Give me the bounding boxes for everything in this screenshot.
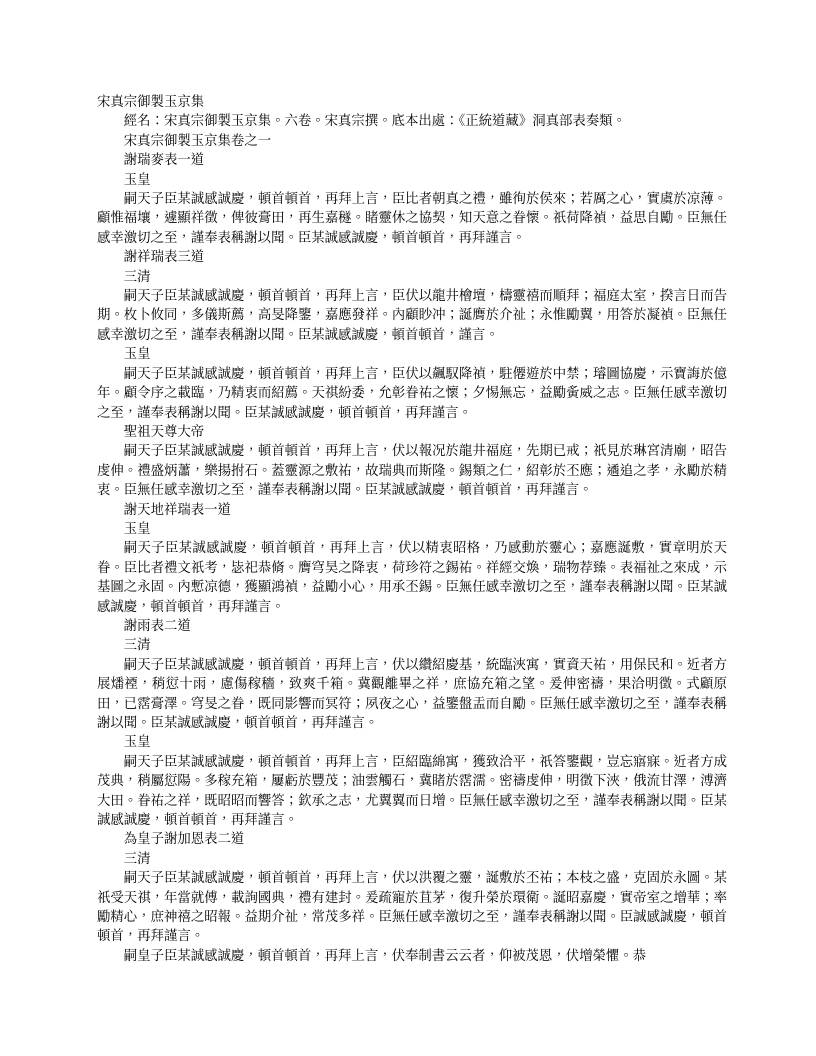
section-heading: 謝祥瑞表三道 (123, 250, 205, 266)
paragraph: 嗣天子臣某誠感誠慶，頓首頓首，再拜上言，伏以報况於龍井福庭，先期已戒；祇見於琳宮清廟，昭告虔伸。禮盛炳蕭，樂揚拊石。蓋靈源之敷祐，故瑞典而斯隆。錫類之仁，紹彰於丕應；遹追之孝，永勵於精衷。臣無任感幸激切之至，謹奉表稱謝以聞。臣某誠感誠慶，頓首頓首，再拜謹言。 (97, 444, 727, 499)
section-heading: 謝雨表二道 (123, 618, 191, 634)
paragraph: 嗣天子臣某誠感誠慶，頓首頓首，再拜上言，伏以洪覆之靈，誕敷於丕祐；本枝之盛，克固於永圖。某祇受天祺，年當就傅，載詢國典，禮有建封。爰疏寵於苴茅，復升榮於環衛。誕昭嘉慶，實帝室之增華；率勵精心，庶神禧之昭報。益期介祉，常茂多祥。臣無任感幸激切之至，謹奉表稱謝以聞。臣誠感誠慶，頓首頓首，再拜謹言。 (97, 871, 727, 945)
volume-title: 宋真宗御製玉京集卷之一 (123, 133, 272, 149)
sub-heading: 三清 (123, 851, 151, 867)
document-page (97, 93, 727, 966)
paragraph: 嗣天子臣某誠感誠慶，頓首頓首，再拜上言，臣紹臨綿寓，獲致洽平，祇答鑒觀，豈忘寤寐。近者方成茂典，稍屬愆陽。多稼充箱，屢虧於豐茂；油雲觸石，冀睹於霑濡。密禱虔伸，明徵下浹，俄流甘澤，溥濟大田。眷祐之祥，既昭昭而響答；欽承之志，尤翼翼而日增。臣無任感幸激切之至，謹奉表稱謝以聞。臣某誠感誠慶，頓首頓首，再拜謹言。 (97, 754, 727, 829)
paragraph: 嗣天子臣某誠感誠慶，頓首頓首，再拜上言，伏以精衷昭格，乃感動於靈心；嘉應誕敷，實章明於天眷。臣比者禮文祇考，毖祀恭脩。膺穹昊之降衷，荷珍符之錫祐。祥經交煥，瑞物荐臻。表福祉之來成，示基圖之永固。內慙凉德，獲顯鴻禎，益勵小心，用承丕錫。臣無任感幸激切之至，謹奉表稱謝以聞。臣某誠感誠慶，頓首頓首，再拜謹言。 (97, 541, 727, 615)
paragraph: 嗣天子臣某誠感誠慶，頓首頓首，再拜上言，伏以纘紹慶基，統臨浹寓，實資天祐，用保民和。近者方展燔禋，稍愆十雨，慮傷稼穡，致爽千箱。冀觀離畢之祥，庶協充箱之望。爰伸密禱，果洽明徵。式顧原田，已霑膏澤。穹旻之眷，既同影響而冥符；夙夜之心，益鑒盤盂而自勵。臣無任感幸激切之至，謹奉表稱謝以聞。臣某誠感誠慶，頓首頓首，再拜謹言。 (97, 657, 727, 731)
sub-heading: 玉皇 (123, 172, 151, 188)
section-heading: 謝天地祥瑞表一道 (123, 502, 231, 518)
book-title: 宋真宗御製玉京集 (97, 95, 205, 110)
sub-heading: 聖祖天尊大帝 (123, 424, 205, 440)
meta-line: 經名：宋真宗御製玉京集。六卷。宋真宗撰。底本出處：《正統道藏》洞真部表奏類。 (123, 114, 626, 130)
paragraph: 嗣天子臣某誠感誠慶，頓首頓首，再拜上言，臣伏以龍井檜壇，檮靈禧而順拜；福庭太室，揆言日而告期。枚卜攸同，多儀斯薦，高旻降鑒，嘉應發祥。內顧眇冲；誕膺於介祉；永惟勵翼，用答於凝禎。臣無任感幸激切之至，謹奉表稱謝以聞。臣某誠感誠慶，頓首頓首，謹言。 (97, 289, 727, 343)
section-heading: 為皇子謝加恩表二道 (123, 832, 245, 848)
paragraph: 嗣天子臣某誠感誠慶，頓首頓首，再拜上言，臣比者朝真之禮，雖徇於侯來；若厲之心，實虞於凉薄。顧惟福壤，遽顯祥徵，俾彼膏田，再生嘉穟。睹靈休之協契，知天意之眷懷。祇荷降禎，益思自勵。臣無任感幸激切之至，謹奉表稱謝以聞。臣某誠感誠慶，頓首頓首，再拜謹言。 (97, 192, 727, 246)
sub-heading: 三清 (123, 269, 151, 285)
sub-heading: 玉皇 (123, 735, 151, 751)
sub-heading: 三清 (123, 638, 151, 654)
section-heading: 謝瑞麥表一道 (123, 153, 205, 169)
sub-heading: 玉皇 (123, 521, 151, 537)
paragraph: 嗣天子臣某誠感誠慶，頓首頓首，再拜上言，臣伏以飆馭降禎，駐僊遊於中禁；璿圖協慶，示寶誨於億年。顧令序之載臨，乃精衷而紹薦。天祺紛委，允彰眷祐之懷；夕惕無忘，益勵夤威之志。臣無任感幸激切之至，謹奉表稱謝以聞。臣某誠感誠慶，頓首頓首，再拜謹言。 (97, 366, 727, 421)
sub-heading: 玉皇 (123, 347, 151, 363)
paragraph-truncated: 嗣皇子臣某誠感誠慶，頓首頓首，再拜上言，伏奉制書云云者，仰被茂恩，伏增榮懼。恭 (123, 948, 647, 964)
